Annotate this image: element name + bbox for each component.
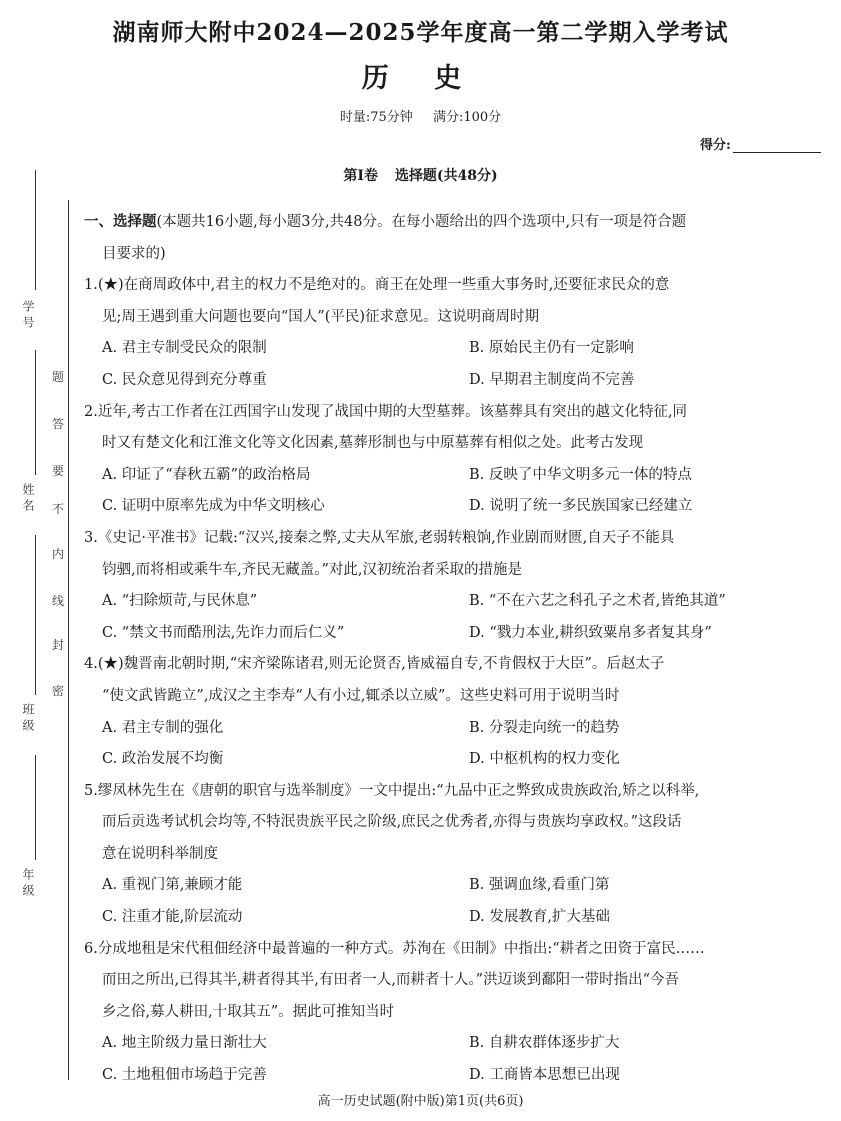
- option-c[interactable]: C. “禁文书而酷刑法,先诈力而后仁义”: [102, 624, 345, 641]
- student-id-label: 学 号: [21, 300, 35, 328]
- time-limit: 时量:75分钟: [339, 110, 413, 125]
- exam-title: 湖南师大附中2024—2025学年度高一第二学期入学考试: [112, 19, 729, 46]
- option-a[interactable]: A. 印证了“春秋五霸”的政治格局: [102, 466, 311, 483]
- question-content: [84, 206, 830, 1092]
- student-id-line: [35, 170, 36, 290]
- option-a[interactable]: A. 君主专制受民众的限制: [102, 340, 267, 357]
- seal-char-7: 封: [52, 638, 65, 652]
- seal-char-6: 线: [52, 594, 65, 608]
- section-instruction: 一、选择题(本题共16小题,每小题3分,共48分。在每小题给出的四个选项中,只有一项是符合题: [84, 213, 687, 230]
- part-label: 第Ⅰ卷: [343, 168, 378, 184]
- question-line: 5.缪凤林先生在《唐朝的职官与选举制度》一文中提出:“九品中正之弊致成贵族政治,矫之以科举,: [84, 782, 700, 799]
- option-c[interactable]: C. 政治发展不均衡: [102, 751, 224, 768]
- question-line: 乡之俗,募人耕田,十取其五”。据此可推知当时: [102, 1003, 395, 1020]
- option-d[interactable]: D. 早期君主制度尚不完善: [469, 371, 635, 388]
- name-line: [35, 350, 36, 475]
- part-title: 选择题(共48分): [394, 168, 498, 184]
- subject-title: 历 史: [361, 63, 480, 94]
- option-d[interactable]: D. “戮力本业,耕织致粟帛多者复其身”: [469, 624, 712, 641]
- class-line: [35, 535, 36, 695]
- section-instruction-cont: 目要求的): [102, 245, 166, 262]
- question-line: 意在说明科举制度: [102, 845, 218, 862]
- name-label: 姓 名: [21, 483, 35, 511]
- option-d[interactable]: D. 工商皆本思想已出现: [469, 1067, 620, 1084]
- seal-char-3: 要: [52, 464, 65, 478]
- question-1: [84, 270, 830, 396]
- option-a[interactable]: A. 地主阶级力量日渐壮大: [102, 1035, 267, 1052]
- option-b[interactable]: B. 原始民主仍有一定影响: [469, 340, 634, 357]
- grade-label: 年 级: [21, 868, 35, 896]
- question-line: 而后贡选考试机会均等,不特泯贵族平民之阶级,庶民之优秀者,亦得与贵族均享政权。”这段话: [102, 814, 682, 831]
- exam-meta: [0, 106, 841, 125]
- option-b[interactable]: B. 强调血缘,看重门第: [469, 877, 610, 894]
- question-6: [84, 934, 830, 1092]
- option-b[interactable]: B. 自耕农群体逐步扩大: [469, 1035, 620, 1052]
- seal-char-8: 密: [52, 684, 65, 698]
- seal-char-4: 不: [52, 502, 65, 516]
- seal-char-1: 题: [52, 370, 65, 384]
- option-b[interactable]: B. 反映了中华文明多元一体的特点: [469, 466, 692, 483]
- option-a[interactable]: A. 重视门第,兼顾才能: [102, 877, 243, 894]
- page-footer: 高一历史试题(附中版)第1页(共6页): [317, 1094, 524, 1109]
- question-line: 1.(★)在商周政体中,君主的权力不是绝对的。商王在处理一些重大事务时,还要征求民众的意: [84, 277, 670, 294]
- option-a[interactable]: A. “扫除烦苛,与民休息”: [102, 593, 258, 610]
- question-line: 钧驷,而将相或乘牛车,齐民无藏盖。”对此,汉初统治者采取的措施是: [102, 561, 522, 578]
- score-label: 得分:: [700, 138, 731, 153]
- question-line: 3.《史记·平准书》记载:“汉兴,接秦之弊,丈夫从军旅,老弱转粮饷,作业剧而财匮,自天子不能具: [84, 529, 675, 546]
- question-line: “使文武皆跪立”,成汉之主李寿“人有小过,辄杀以立威”。这些史料可用于说明当时: [102, 687, 620, 704]
- option-a[interactable]: A. 君主专制的强化: [102, 719, 224, 736]
- class-label: 班 级: [21, 703, 35, 731]
- question-line: 时又有楚文化和江淮文化等文化因素,墓葬形制也与中原墓葬有相似之处。此考古发现: [102, 435, 644, 452]
- question-line: 6.分成地租是宋代租佃经济中最普遍的一种方式。苏洵在《田制》中指出:“耕者之田资于富民……: [84, 940, 705, 957]
- section-title: 一、选择题: [84, 213, 157, 230]
- option-c[interactable]: C. 民众意见得到充分尊重: [102, 371, 267, 388]
- option-d[interactable]: D. 说明了统一多民族国家已经建立: [469, 498, 693, 515]
- option-b[interactable]: B. 分裂走向统一的趋势: [469, 719, 620, 736]
- seal-char-5: 内: [52, 547, 65, 561]
- question-line: 4.(★)魏晋南北朝时期,“宋齐梁陈诸君,则无论贤否,皆威福自专,不肯假权于大臣”。后赵太子: [84, 656, 665, 673]
- question-3: [84, 523, 830, 649]
- option-c[interactable]: C. 证明中原率先成为中华文明核心: [102, 498, 325, 515]
- question-line: 见;周王遇到重大问题也要向“国人”(平民)征求意见。这说明商周时期: [102, 308, 540, 325]
- option-c[interactable]: C. 注重才能,阶层流动: [102, 909, 243, 926]
- part-heading: [0, 165, 841, 185]
- question-4: [84, 649, 830, 775]
- question-5: [84, 776, 830, 934]
- seal-char-2: 答: [52, 417, 65, 431]
- question-line: 2.近年,考古工作者在江西国字山发现了战国中期的大型墓葬。该墓葬具有突出的越文化特征,同: [84, 403, 688, 420]
- option-d[interactable]: D. 中枢机构的权力变化: [469, 751, 620, 768]
- binding-rule: [68, 200, 69, 1080]
- grade-line: [35, 755, 36, 860]
- question-2: [84, 397, 830, 523]
- option-b[interactable]: B. “不在六艺之科孔子之术者,皆绝其道”: [469, 593, 726, 610]
- question-line: 而田之所出,已得其半,耕者得其半,有田者一人,而耕者十人。”洪迈谈到鄱阳一带时指出“今吾: [102, 972, 680, 989]
- option-d[interactable]: D. 发展教育,扩大基础: [469, 909, 610, 926]
- full-score: 满分:100分: [432, 110, 502, 125]
- option-c[interactable]: C. 土地租佃市场趋于完善: [102, 1067, 267, 1084]
- score-blank[interactable]: [733, 138, 821, 153]
- score-field: [700, 134, 821, 153]
